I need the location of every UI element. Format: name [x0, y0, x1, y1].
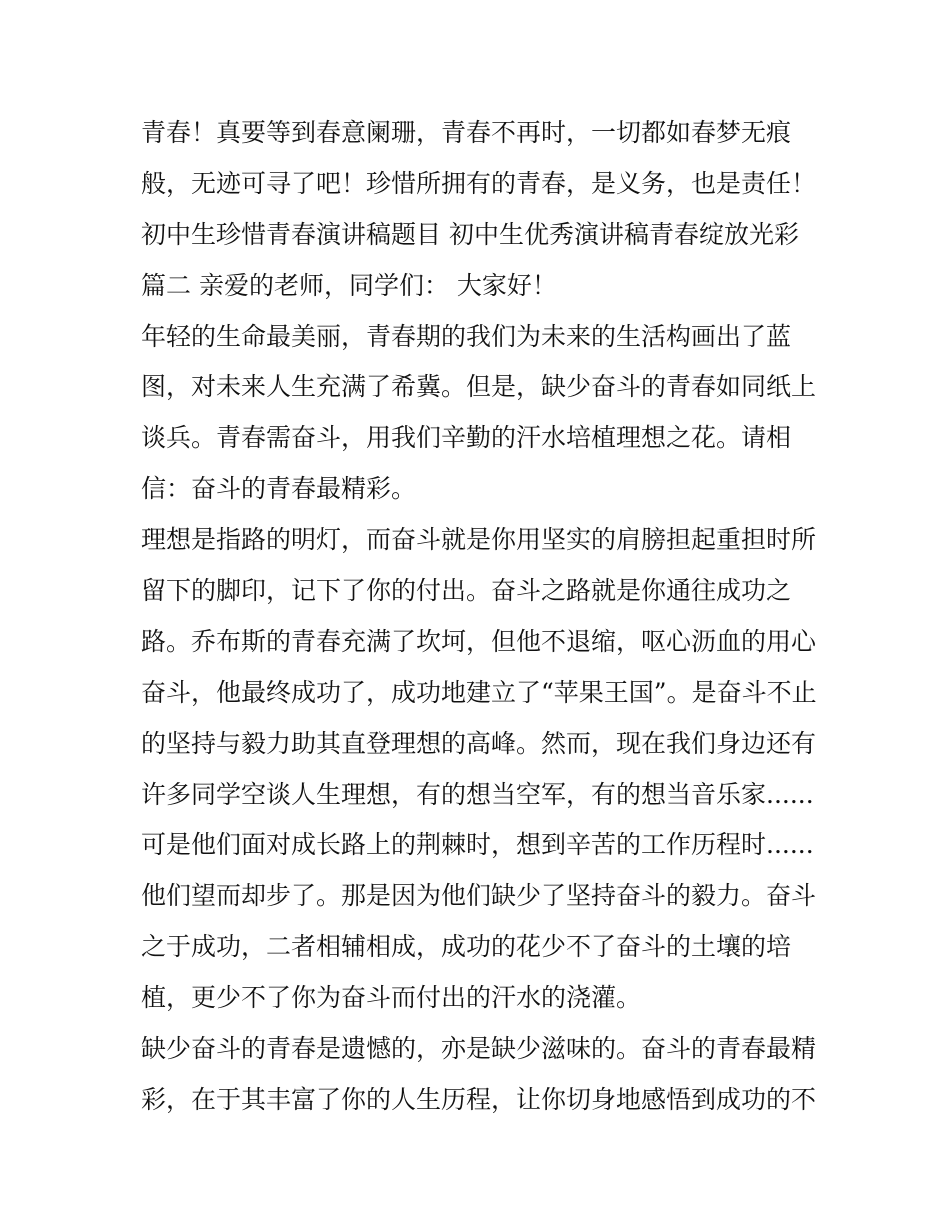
text-line: 之于成功，二者相辅相成，成功的花少不了奋斗的土壤的培 — [141, 932, 792, 962]
text-line: 初中生珍惜青春演讲稿题目 初中生优秀演讲稿青春绽放光彩 — [141, 219, 799, 249]
text-line: 般，无迹可寻了吧！珍惜所拥有的青春，是义务，也是责任！ — [141, 168, 817, 198]
text-line: 留下的脚印，记下了你的付出。奋斗之路就是你通往成功之 — [141, 576, 792, 606]
text-line: 年轻的生命最美丽，青春期的我们为未来的生活构画出了蓝 — [141, 321, 792, 351]
text-line: 可是他们面对成长路上的荆棘时，想到辛苦的工作历程时...... — [141, 830, 814, 860]
text-line: 他们望而却步了。那是因为他们缺少了坚持奋斗的毅力。奋斗 — [141, 881, 817, 911]
text-line: 的坚持与毅力助其直登理想的高峰。然而，现在我们身边还有 — [141, 728, 817, 758]
text-line: 信：奋斗的青春最精彩。 — [141, 474, 417, 504]
text-line: 路。乔布斯的青春充满了坎坷，但他不退缩，呕心沥血的用心 — [141, 626, 817, 656]
body-text — [141, 108, 821, 1126]
text-line: 彩，在于其丰富了你的人生历程，让你切身地感悟到成功的不 — [141, 1084, 817, 1114]
text-line: 奋斗，他最终成功了，成功地建立了“苹果王国”。是奋斗不止 — [141, 677, 817, 707]
text-line: 许多同学空谈人生理想，有的想当空军，有的想当音乐家...... — [141, 779, 814, 809]
text-line: 篇二 亲爱的老师，同学们： 大家好！ — [141, 270, 557, 300]
text-line: 青春！真要等到春意阑珊，青春不再时，一切都如春梦无痕 — [141, 118, 792, 147]
text-line: 谈兵。青春需奋斗，用我们辛勤的汗水培植理想之花。请相 — [141, 423, 792, 453]
text-line: 缺少奋斗的青春是遗憾的，亦是缺少滋味的。奋斗的青春最精 — [141, 1034, 817, 1064]
text-line: 图，对未来人生充满了希冀。但是，缺少奋斗的青春如同纸上 — [141, 372, 817, 402]
text-line: 理想是指路的明灯，而奋斗就是你用坚实的肩膀担起重担时所 — [141, 525, 817, 555]
text-line: 植，更少不了你为奋斗而付出的汗水的浇灌。 — [141, 983, 642, 1013]
